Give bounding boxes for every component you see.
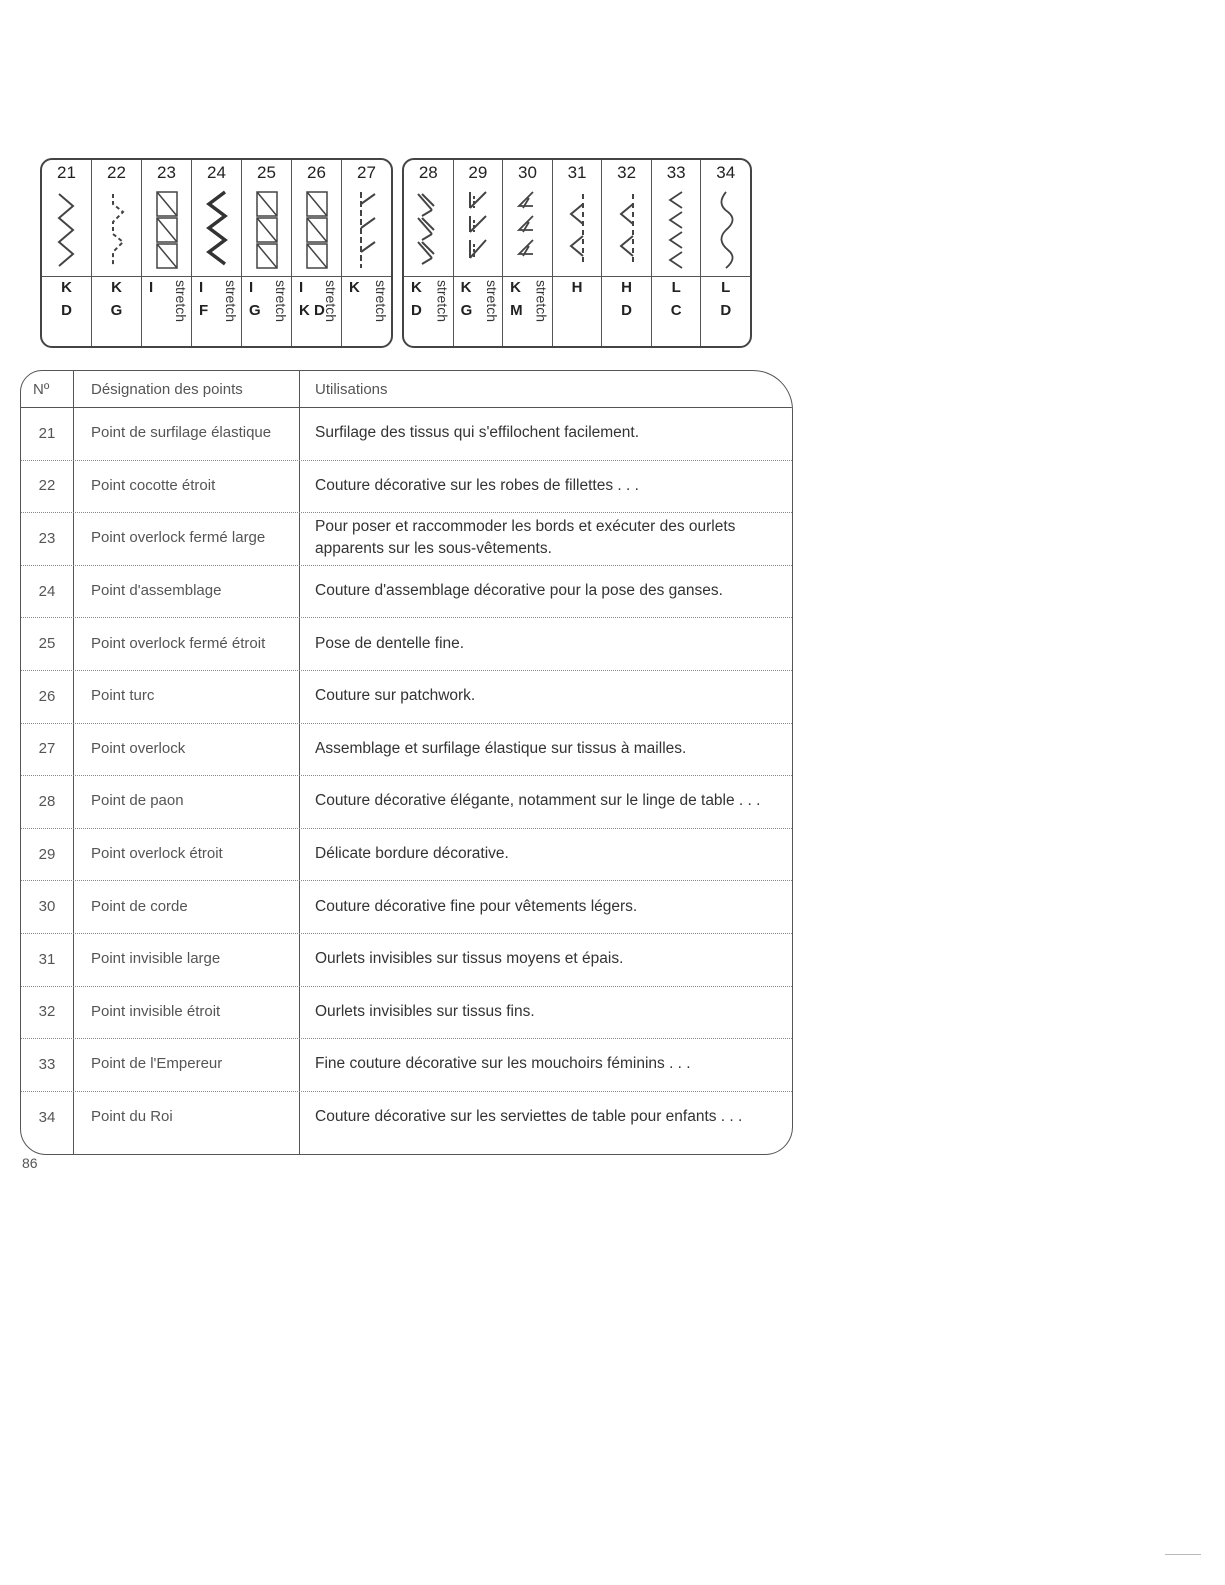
stitch-pattern-icon <box>303 188 331 274</box>
cell-divider <box>652 276 701 277</box>
row-number: 34 <box>38 1108 56 1126</box>
stitch-cell <box>503 160 553 346</box>
table-row <box>21 880 792 934</box>
table-row <box>21 670 792 724</box>
stitch-setting-2: D <box>720 302 732 319</box>
row-usage: Ourlets invisibles sur tissus fins. <box>315 1002 535 1020</box>
stitch-pattern-icon <box>153 188 181 274</box>
stitch-setting-1: K <box>411 279 422 296</box>
cell-divider <box>92 276 141 277</box>
row-usage: Couture décorative fine pour vêtements légers. <box>315 897 638 915</box>
stitch-setting-1: I <box>299 279 304 296</box>
stitch-cell <box>553 160 603 346</box>
stretch-label: stretch <box>373 280 389 323</box>
stitch-setting-2: G <box>110 302 123 319</box>
stitch-number: 25 <box>257 163 276 182</box>
row-number: 30 <box>38 898 56 916</box>
row-designation: Point de corde <box>91 897 188 915</box>
stitch-cell <box>242 160 292 346</box>
stitch-setting-1: I <box>199 279 204 296</box>
stitch-cell <box>42 160 92 346</box>
header-no: Nº <box>33 381 50 398</box>
row-number: 32 <box>38 1003 56 1021</box>
stitch-pattern-icon <box>353 188 381 274</box>
stitch-number: 31 <box>567 163 587 182</box>
row-usage: Couture décorative élégante, notamment sur le linge de table . . . <box>315 792 761 810</box>
row-usage: Couture d'assemblage décorative pour la pose des ganses. <box>315 582 723 600</box>
cell-divider <box>553 276 602 277</box>
header-usage: Utilisations <box>315 381 388 398</box>
stretch-label: stretch <box>223 280 239 323</box>
cell-divider <box>503 276 552 277</box>
page-number: 86 <box>22 1155 38 1171</box>
table-row <box>21 1038 792 1092</box>
stitch-pattern-icon <box>613 188 641 274</box>
stitch-setting-1: H <box>621 279 633 296</box>
row-number: 24 <box>38 582 56 600</box>
table-row <box>21 986 792 1040</box>
stitch-setting-2: F <box>199 302 209 319</box>
stitch-panel-left <box>40 158 393 348</box>
table-row <box>21 1091 792 1144</box>
row-usage: Ourlets invisibles sur tissus moyens et épais. <box>315 950 624 968</box>
stitch-number: 26 <box>307 163 326 182</box>
stitch-pattern-icon <box>712 188 740 274</box>
corner-mark <box>1165 1554 1201 1555</box>
row-designation: Point invisible large <box>91 950 221 968</box>
stitch-pattern-icon <box>513 188 541 274</box>
stitch-setting-1: K <box>61 279 72 296</box>
row-usage: Surfilage des tissus qui s'effilochent facilement. <box>315 424 640 442</box>
stitch-setting-2: G <box>460 302 473 319</box>
stitch-number: 24 <box>207 163 226 182</box>
row-number: 31 <box>38 950 56 968</box>
stitch-cell <box>342 160 391 346</box>
table-row <box>21 723 792 777</box>
stitch-table <box>20 370 793 1155</box>
stitch-pattern-icon <box>253 188 281 274</box>
row-designation: Point invisible étroit <box>91 1002 221 1020</box>
stitch-setting-1: K <box>460 279 472 296</box>
stitch-cell <box>652 160 702 346</box>
stitch-pattern-icon <box>662 188 690 274</box>
stitch-number: 27 <box>357 163 376 182</box>
stitch-number: 23 <box>157 163 176 182</box>
stitch-panel-right <box>402 158 752 348</box>
table-row <box>21 617 792 671</box>
cell-divider <box>454 276 503 277</box>
stitch-cell <box>192 160 242 346</box>
stitch-setting-2: D <box>61 302 72 319</box>
row-usage: Assemblage et surfilage élastique sur tissus à mailles. <box>315 739 687 757</box>
cell-divider <box>342 276 391 277</box>
cell-divider <box>42 276 91 277</box>
row-usage: Couture décorative sur les robes de fillettes . . . <box>315 476 639 494</box>
cell-divider <box>292 276 341 277</box>
stitch-number: 21 <box>57 163 76 182</box>
stitch-pattern-icon <box>563 188 591 274</box>
row-designation: Point du Roi <box>91 1108 173 1126</box>
table-row <box>21 933 792 987</box>
stitch-cell <box>701 160 750 346</box>
stitch-setting-2: K D <box>299 302 325 319</box>
row-designation: Point overlock étroit <box>91 845 223 863</box>
cell-divider <box>142 276 191 277</box>
cell-divider <box>192 276 241 277</box>
stitch-pattern-icon <box>414 188 442 274</box>
table-row <box>21 512 792 566</box>
table-row <box>21 460 792 514</box>
table-row <box>21 828 792 882</box>
stretch-label: stretch <box>533 280 550 323</box>
row-usage: Pour poser et raccommoder les bords et exécuter des ourlets apparents sur les sous-vêtements. <box>315 518 736 558</box>
table-row <box>21 407 792 461</box>
stitch-cell <box>292 160 342 346</box>
row-number: 25 <box>38 635 56 653</box>
row-number: 23 <box>38 529 56 547</box>
row-number: 26 <box>38 687 56 705</box>
row-usage: Couture sur patchwork. <box>315 687 476 705</box>
row-number: 27 <box>38 740 56 758</box>
stitch-number: 30 <box>517 163 537 182</box>
table-row <box>21 565 792 619</box>
table-header <box>21 371 792 408</box>
cell-divider <box>602 276 651 277</box>
row-number: 22 <box>38 477 56 495</box>
stitch-setting-2: G <box>249 302 261 319</box>
stretch-label: stretch <box>434 280 451 323</box>
stitch-pattern-icon <box>53 188 81 274</box>
stitch-setting-2: D <box>411 302 422 319</box>
row-designation: Point overlock fermé étroit <box>91 634 266 652</box>
stitch-setting-1: L <box>671 279 681 296</box>
stretch-label: stretch <box>484 280 501 323</box>
cell-divider <box>242 276 291 277</box>
stitch-pattern-icon <box>464 188 492 274</box>
row-designation: Point turc <box>91 687 155 705</box>
cell-divider <box>701 276 750 277</box>
stitch-setting-1: K <box>510 279 521 296</box>
stitch-number: 29 <box>468 163 488 182</box>
row-number: 29 <box>38 845 56 863</box>
stretch-label: stretch <box>273 280 289 323</box>
stitch-cell <box>454 160 504 346</box>
table-row <box>21 775 792 829</box>
row-designation: Point de l'Empereur <box>91 1055 223 1073</box>
row-usage: Couture décorative sur les serviettes de table pour enfants . . . <box>315 1108 743 1126</box>
stretch-label: stretch <box>173 280 189 323</box>
stitch-setting-1: H <box>571 279 583 296</box>
row-number: 21 <box>38 424 56 442</box>
row-number: 33 <box>38 1055 56 1073</box>
row-usage: Délicate bordure décorative. <box>315 845 509 863</box>
stitch-cell <box>602 160 652 346</box>
stitch-setting-2: M <box>510 302 523 319</box>
stitch-pattern-icon <box>103 188 131 274</box>
row-designation: Point overlock <box>91 739 186 757</box>
stitch-number: 34 <box>716 163 736 182</box>
stitch-setting-2: D <box>621 302 633 319</box>
row-designation: Point overlock fermé large <box>91 529 266 547</box>
stitch-cell <box>404 160 454 346</box>
stitch-pattern-icon <box>203 188 231 274</box>
row-number: 28 <box>38 792 56 810</box>
row-designation: Point de paon <box>91 792 184 810</box>
row-usage: Fine couture décorative sur les mouchoirs féminins . . . <box>315 1055 691 1073</box>
row-designation: Point d'assemblage <box>91 582 222 600</box>
stitch-setting-1: I <box>249 279 254 296</box>
stitch-number: 28 <box>418 163 438 182</box>
stitch-number: 32 <box>617 163 637 182</box>
stitch-number: 33 <box>666 163 686 182</box>
stitch-number: 22 <box>107 163 126 182</box>
stitch-cell <box>92 160 142 346</box>
header-designation: Désignation des points <box>91 381 243 398</box>
cell-divider <box>404 276 453 277</box>
row-designation: Point de surfilage élastique <box>91 424 272 442</box>
stitch-setting-1: K <box>111 279 122 296</box>
stitch-cell <box>142 160 192 346</box>
row-usage: Pose de dentelle fine. <box>315 634 465 652</box>
stitch-setting-1: L <box>721 279 731 296</box>
stitch-setting-2: C <box>670 302 682 319</box>
stretch-label: stretch <box>323 280 339 323</box>
row-designation: Point cocotte étroit <box>91 476 216 494</box>
stitch-setting-1: K <box>349 279 360 296</box>
stitch-setting-1: I <box>149 279 154 296</box>
